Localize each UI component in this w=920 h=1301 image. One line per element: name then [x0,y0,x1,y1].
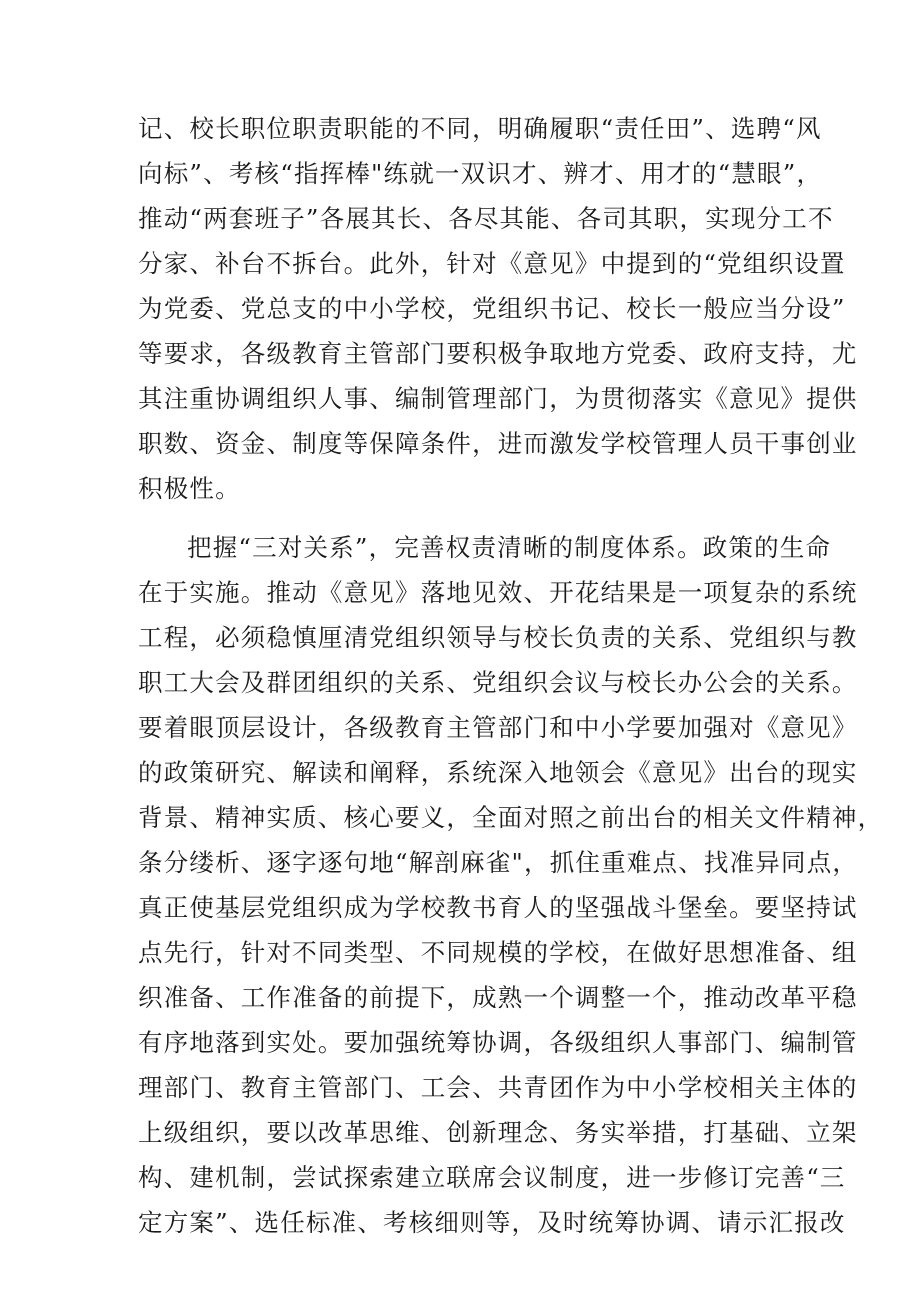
text-line: 理部门、教育主管部门、工会、共青团作为中小学校相关主体的 [138,1073,858,1102]
text-line: 有序地落到实处。要加强统筹协调，各级组织人事部门、编制管 [138,1028,858,1057]
text-line: 要着眼顶层设计，各级教育主管部门和中小学要加强对《意见》 [138,713,858,742]
text-line: 职工大会及群团组织的关系、党组织会议与校长办公会的关系。 [138,668,858,697]
text-line: 积极性。 [138,474,241,503]
text-line: 背景、精神实质、核心要义，全面对照之前出台的相关文件精神， [138,803,884,832]
paragraph-2 [138,525,884,1245]
text-line: 构、建机制，尝试探索建立联席会议制度，进一步修订完善“三 [138,1163,846,1192]
text-line: 其注重协调组织人事、编制管理部门，为贯彻落实《意见》提供 [138,384,858,413]
text-line: 条分缕析、逐字逐句地“解剖麻雀"，抓住重难点、找准异同点， [138,848,859,877]
text-line: 上级组织，要以改革思维、创新理念、务实举措，打基础、立架 [138,1118,858,1147]
text-line: 等要求，各级教育主管部门要积极争取地方党委、政府支持，尤 [138,339,858,368]
text-line: 推动“两套班子”各展其长、各尽其能、各司其职，实现分工不 [138,204,834,233]
text-line: 把握“三对关系”，完善权责清晰的制度体系。政策的生命 [187,533,832,562]
text-line: 在于实施。推动《意见》落地见效、开花结果是一项复杂的系统 [138,578,858,607]
text-line: 织准备、工作准备的前提下，成熟一个调整一个，推动改革平稳 [138,983,858,1012]
text-line: 的政策研究、解读和阐释，系统深入地领会《意见》出台的现实 [138,758,858,787]
text-line: 向标”、考核“指挥棒"练就一双识才、辨才、用才的“慧眼”， [138,159,823,188]
text-line: 记、校长职位职责职能的不同，明确履职“责任田”、选聘“风 [138,114,822,143]
text-line: 职数、资金、制度等保障条件，进而激发学校管理人员干事创业 [138,429,858,458]
text-line: 工程，必须稳慎厘清党组织领导与校长负责的关系、党组织与教 [138,623,858,652]
text-line: 定方案”、选任标准、考核细则等，及时统筹协调、请示汇报改 [138,1208,846,1237]
text-line: 真正使基层党组织成为学校教书育人的坚强战斗堡垒。要坚持试 [138,893,858,922]
text-line: 点先行，针对不同类型、不同规模的学校，在做好思想准备、组 [138,938,858,967]
document-body [138,106,884,1245]
text-line: 分家、补台不拆台。此外，针对《意见》中提到的“党组织设置 [138,249,846,278]
text-line: 为党委、党总支的中小学校，党组织书记、校长一般应当分设” [138,294,846,323]
paragraph-1 [138,106,858,511]
